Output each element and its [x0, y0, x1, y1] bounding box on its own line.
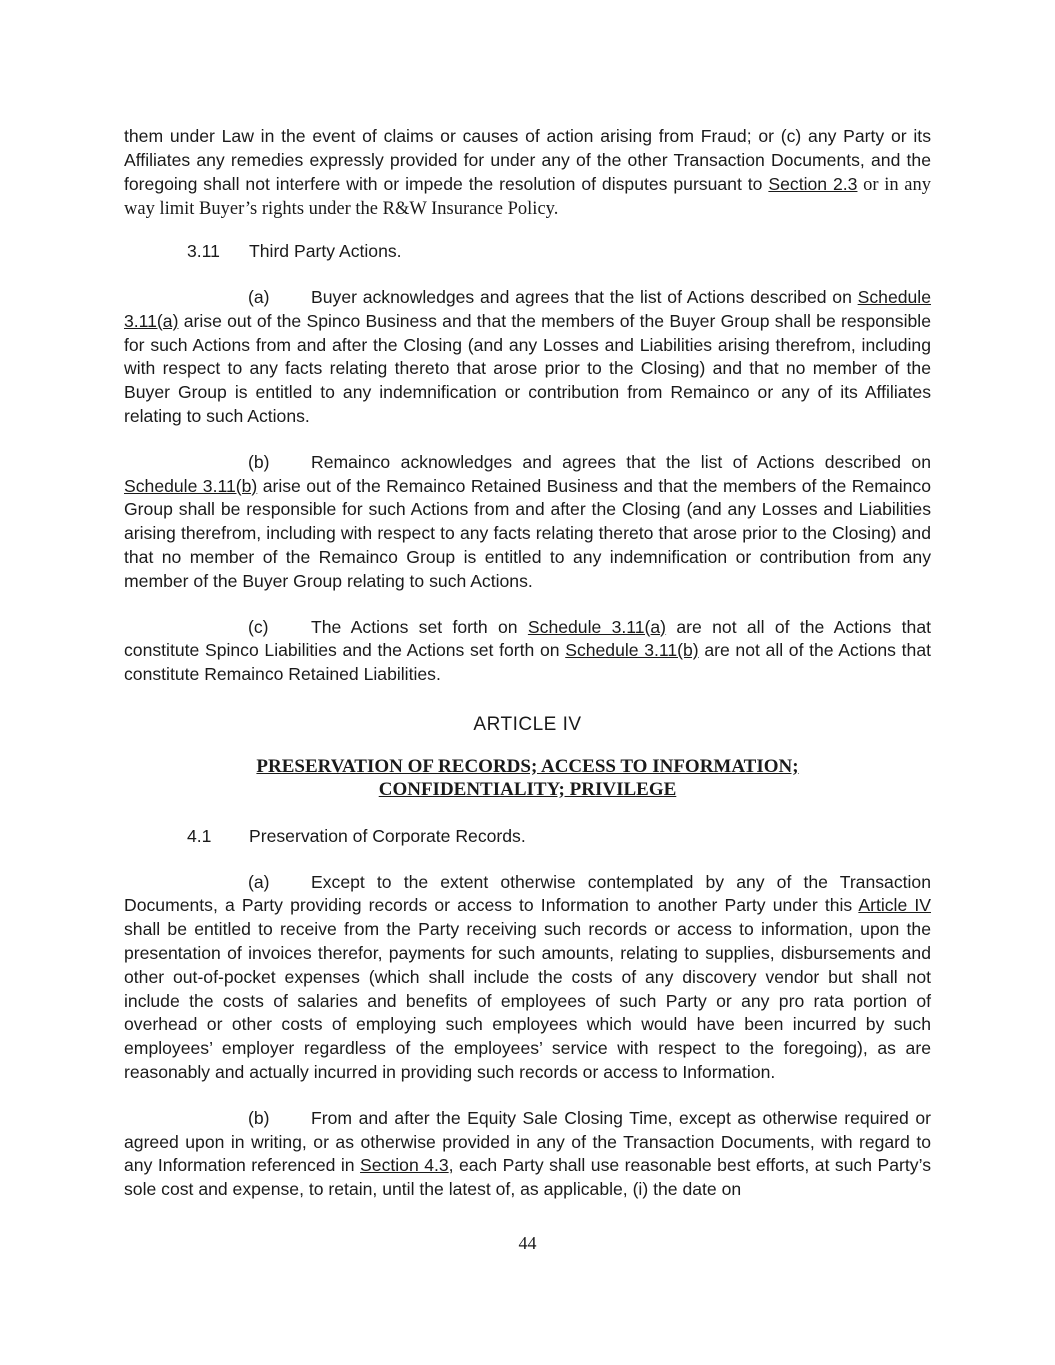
clause-text: shall be entitled to receive from the Party receiving such records or access to information, upon the presentation of invoices therefor, payments for such amounts, relating to supplies, disbursements and other out-of-pocket expenses (which shall include the costs of any discovery vendor but shall not include the costs of salaries and benefits of employees of such Party or any pro rata portion of overhead or other costs of employing such employees which would have been incurred by such employees’ employer regardless of the employees’ service with respect to the foregoing), as are reasonably and actually incurred in providing such records or access to Information. — [124, 919, 931, 1082]
section-4-1-heading — [187, 825, 931, 849]
clause-text: Buyer acknowledges and agrees that the list of Actions described on — [311, 286, 858, 307]
section-number: 4.1 — [187, 825, 212, 846]
article-title-line-1: PRESERVATION OF RECORDS; ACCESS TO INFORMATION; — [256, 755, 799, 777]
clause-text: are not all of the Actions that constitute Spinco Liabilities and the Actions set forth on — [124, 616, 931, 661]
schedule-3-11b-reference[interactable]: Schedule 3.11(b) — [565, 640, 699, 661]
schedule-3-11a-reference[interactable]: Schedule 3.11(a) — [124, 286, 931, 331]
section-3-11-b — [124, 451, 931, 594]
clause-text: From and after the Equity Sale Closing Time, except as otherwise required or agreed upon in writing, or as otherwise provided in any of the Transaction Documents, with regard to any Information referenced in — [124, 1107, 931, 1176]
section-3-11-a — [124, 286, 931, 429]
section-4-1-a — [124, 871, 931, 1085]
paragraph-text: or in any way limit Buyer’s rights under the R&W Insurance Policy. — [124, 174, 931, 220]
page-body — [124, 125, 931, 1202]
article-title — [124, 755, 931, 801]
section-title: Third Party Actions. — [249, 241, 402, 262]
schedule-3-11a-reference[interactable]: Schedule 3.11(a) — [527, 616, 667, 637]
clause-text: arise out of the Remainco Retained Business and that the members of the Remainco Group shall be responsible for such Actions from and after the Closing (and any Losses and Liabilities arising therefrom, including with respect to any facts relating thereto that arose prior to the Closing) and that no member of the Remainco Group is entitled to any indemnification or contribution from any member of the Buyer Group relating to such Actions. — [124, 475, 931, 591]
section-title: Preservation of Corporate Records. — [249, 825, 526, 846]
section-3-11-heading — [187, 240, 931, 264]
clause-text: arise out of the Spinco Business and that the members of the Buyer Group shall be responsible for such Actions from and after the Closing (and any Losses and Liabilities arising therefrom, including with respect to any facts relating thereto that arose prior to the Closing) and that no member of the Buyer Group is entitled to any indemnification or contribution from Remainco or any of its Affiliates relating to such Actions. — [124, 310, 931, 426]
section-number: 3.11 — [187, 241, 220, 262]
section-4-3-reference[interactable]: Section 4.3 — [360, 1155, 449, 1176]
clause-text: Except to the extent otherwise contemplated by any of the Transaction Documents, a Party providing records or access to Information to another Party under this — [124, 871, 931, 916]
article-title-line-2: CONFIDENTIALITY; PRIVILEGE — [378, 778, 677, 800]
clause-label: (c) — [248, 616, 269, 637]
section-4-1-b — [124, 1107, 931, 1202]
clause-text: , each Party shall use reasonable best efforts, at such Party’s sole cost and expense, to retain, until the latest of, as applicable, (i) the date on — [124, 1155, 931, 1200]
article-iv-reference[interactable]: Article IV — [858, 895, 931, 916]
clause-label: (b) — [248, 451, 270, 472]
article-heading: ARTICLE IV — [473, 713, 582, 735]
section-2-3-reference[interactable]: Section 2.3 — [768, 173, 858, 194]
continuation-paragraph — [124, 125, 931, 222]
clause-label: (b) — [248, 1107, 270, 1128]
clause-label: (a) — [248, 286, 270, 307]
clause-text: The Actions set forth on — [311, 616, 528, 637]
clause-text: Remainco acknowledges and agrees that the list of Actions described on — [311, 451, 931, 472]
clause-label: (a) — [248, 871, 270, 892]
schedule-3-11b-reference[interactable]: Schedule 3.11(b) — [124, 475, 258, 496]
clause-text: are not all of the Actions that constitute Remainco Retained Liabilities. — [124, 640, 931, 685]
page-number: 44 — [518, 1233, 537, 1253]
section-3-11-c — [124, 616, 931, 687]
paragraph-text: them under Law in the event of claims or causes of action arising from Fraud; or (c) any Party or its Affiliates any remedies expressly provided for under any of the other Transaction Documents, and the foregoing shall not interfere with or impede the resolution of disputes pursuant to — [124, 126, 931, 194]
